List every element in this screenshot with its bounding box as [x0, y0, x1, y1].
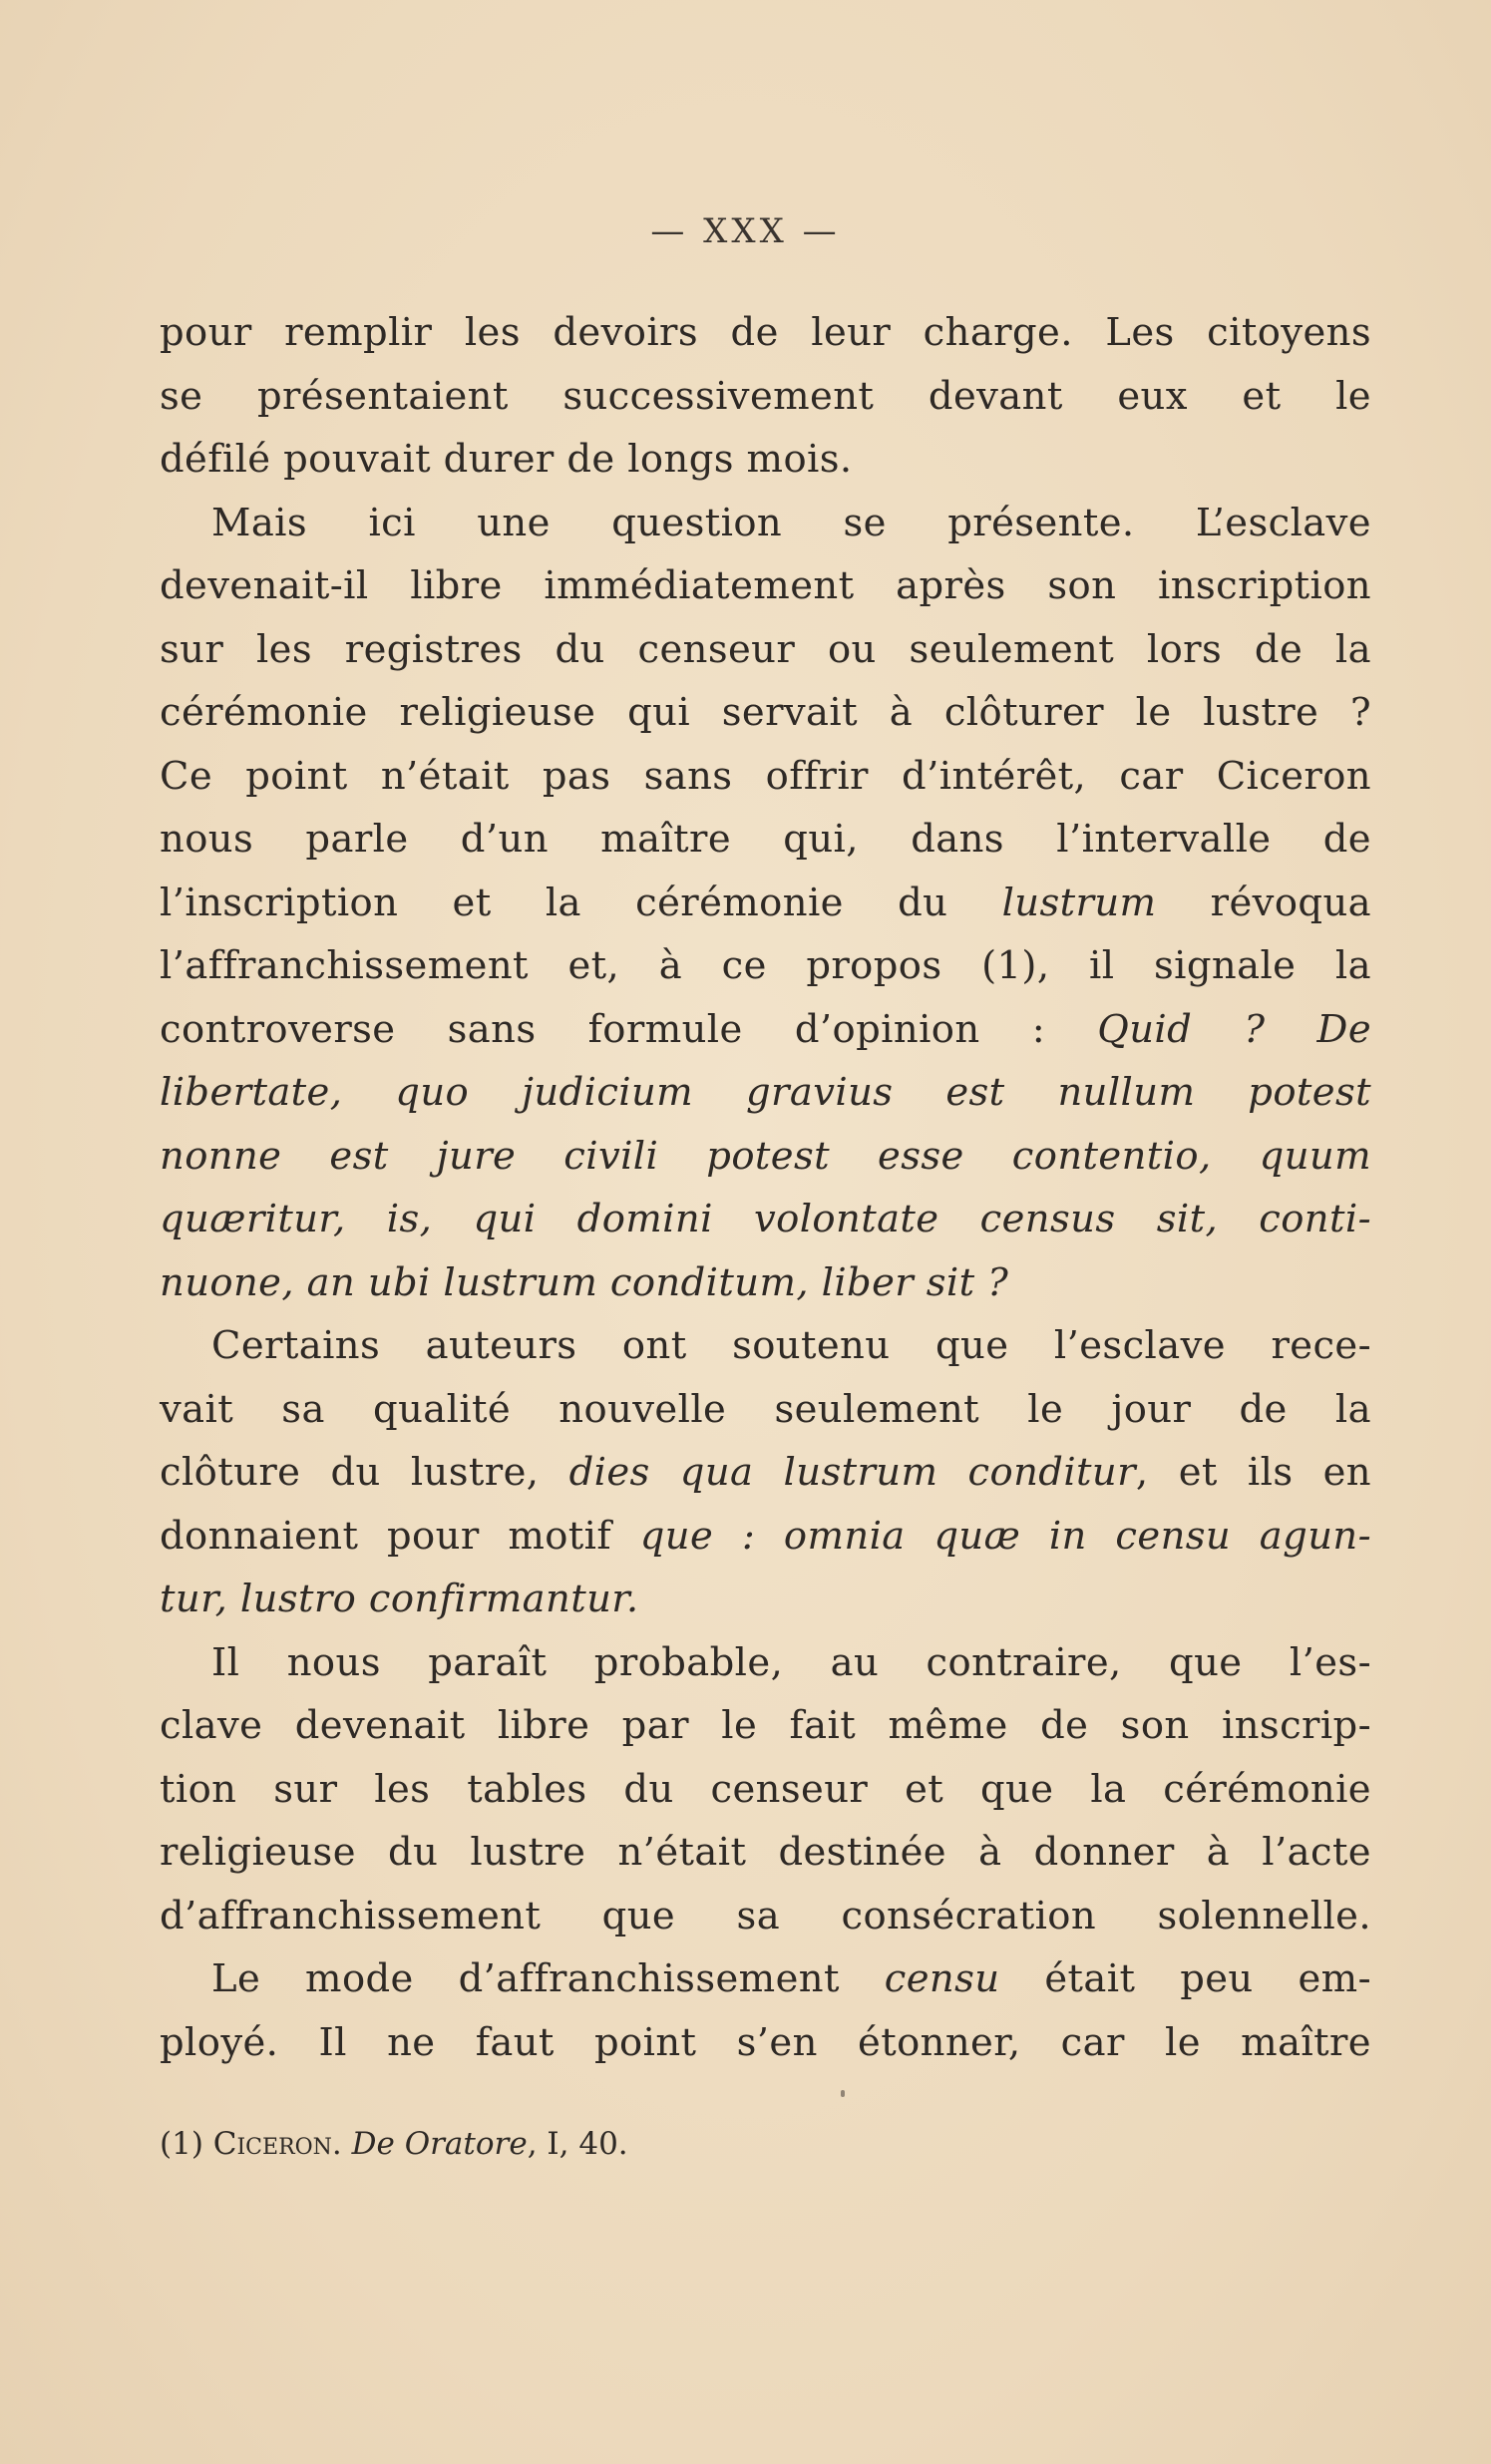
text-segment: était peu em-: [999, 1956, 1371, 2001]
italic-segment: dies qua lustrum conditur: [568, 1450, 1136, 1495]
italic-segment: Quid ? De: [1097, 1006, 1372, 1052]
text-line: [160, 872, 1371, 935]
text-line: [160, 618, 1371, 682]
footnote-mark: (1): [160, 2126, 213, 2162]
ink-speck: [841, 2090, 845, 2097]
footnote: [160, 2124, 628, 2164]
text-segment: donnaient pour motif: [160, 1513, 640, 1559]
text-segment: devenait-il libre immédiatement après son inscription: [160, 563, 1371, 608]
text-segment: d’affranchissement que sa consécration solennelle.: [160, 1893, 1371, 1938]
italic-segment: que : omnia quæ in censu agun-: [639, 1513, 1371, 1559]
text-line: [160, 1821, 1371, 1885]
italic-segment: libertate, quo judicium gravius est nullum potest: [160, 1070, 1371, 1115]
text-line: [160, 1125, 1371, 1189]
text-segment: clave devenait libre par le fait même de son inscrip-: [160, 1703, 1371, 1748]
text-line: [160, 301, 1371, 365]
italic-segment: tur, lustro confirmantur.: [160, 1577, 639, 1621]
text-segment: l’affranchissement et, à ce propos (1), il signale la: [160, 943, 1371, 988]
text-line: [160, 808, 1371, 872]
text-segment: clôture du lustre,: [160, 1450, 569, 1495]
footnote-work: De Oratore: [351, 2126, 528, 2162]
italic-segment: nonne est jure civili potest esse contentio, quum: [160, 1133, 1371, 1179]
text-segment: nous parle d’un maître qui, dans l’intervalle de: [160, 817, 1371, 862]
italic-segment: lustrum: [1001, 880, 1157, 925]
text-line: [160, 1188, 1371, 1251]
text-line: [160, 1505, 1371, 1569]
text-segment: l’inscription et la cérémonie du: [160, 880, 1002, 925]
text-line: [160, 745, 1371, 809]
text-segment: sur les registres du censeur ou seulement lors de la: [160, 626, 1371, 672]
text-segment: tion sur les tables du censeur et que la cérémonie: [160, 1766, 1371, 1812]
italic-segment: censu: [884, 1956, 1000, 2001]
footnote-author: Ciceron: [212, 2126, 332, 2162]
text-segment: religieuse du lustre n’était destinée à donner à l’acte: [160, 1830, 1371, 1875]
text-line: [160, 492, 1371, 555]
text-segment: Ce point n’était pas sans offrir d’intérêt, car Ciceron: [160, 753, 1371, 799]
text-segment: controverse sans formule d’opinion :: [160, 1006, 1098, 1052]
italic-segment: nuone, an ubi lustrum conditum, liber sit ?: [160, 1259, 1009, 1305]
text-line: [160, 1885, 1371, 1948]
text-line: [160, 1568, 1371, 1631]
text-line: [160, 1061, 1371, 1125]
text-segment: vait sa qualité nouvelle seulement le jour de la: [160, 1386, 1371, 1432]
body-text: [160, 301, 1371, 2074]
text-line: [160, 2011, 1371, 2075]
text-line: [160, 998, 1371, 1062]
text-segment: révoqua: [1156, 880, 1371, 925]
text-line: [160, 1694, 1371, 1758]
text-line: [160, 934, 1371, 998]
text-line: [160, 365, 1371, 429]
text-segment: , et ils en: [1135, 1450, 1371, 1495]
text-line: [160, 554, 1371, 618]
text-line: [160, 1758, 1371, 1822]
text-line: [160, 681, 1371, 745]
text-line: [160, 1378, 1371, 1442]
footnote-separator: .: [331, 2126, 352, 2162]
text-segment: ployé. Il ne faut point s’en étonner, car le maître: [160, 2019, 1371, 2065]
text-line: [160, 1251, 1371, 1315]
text-line: [160, 1441, 1371, 1505]
text-line: [160, 1947, 1371, 2011]
text-segment: Il nous paraît probable, au contraire, que l’es-: [211, 1639, 1371, 1685]
footnote-reference: , I, 40.: [527, 2126, 628, 2162]
text-line: [160, 1314, 1371, 1378]
text-segment: Certains auteurs ont soutenu que l’esclave rece-: [211, 1323, 1371, 1368]
text-segment: défilé pouvait durer de longs mois.: [160, 437, 853, 482]
text-segment: cérémonie religieuse qui servait à clôturer le lustre ?: [160, 690, 1371, 735]
text-segment: pour remplir les devoirs de leur charge. Les citoyens: [160, 310, 1371, 355]
text-segment: Le mode d’affranchissement: [211, 1956, 885, 2001]
text-segment: Mais ici une question se présente. L’esclave: [211, 500, 1371, 545]
text-segment: se présentaient successivement devant eux et le: [160, 373, 1371, 419]
text-line: [160, 428, 1371, 492]
page-number-header: — XXX —: [650, 211, 841, 251]
italic-segment: quæritur, is, qui domini volontate census sit, conti-: [160, 1197, 1371, 1241]
text-line: [160, 1631, 1371, 1695]
